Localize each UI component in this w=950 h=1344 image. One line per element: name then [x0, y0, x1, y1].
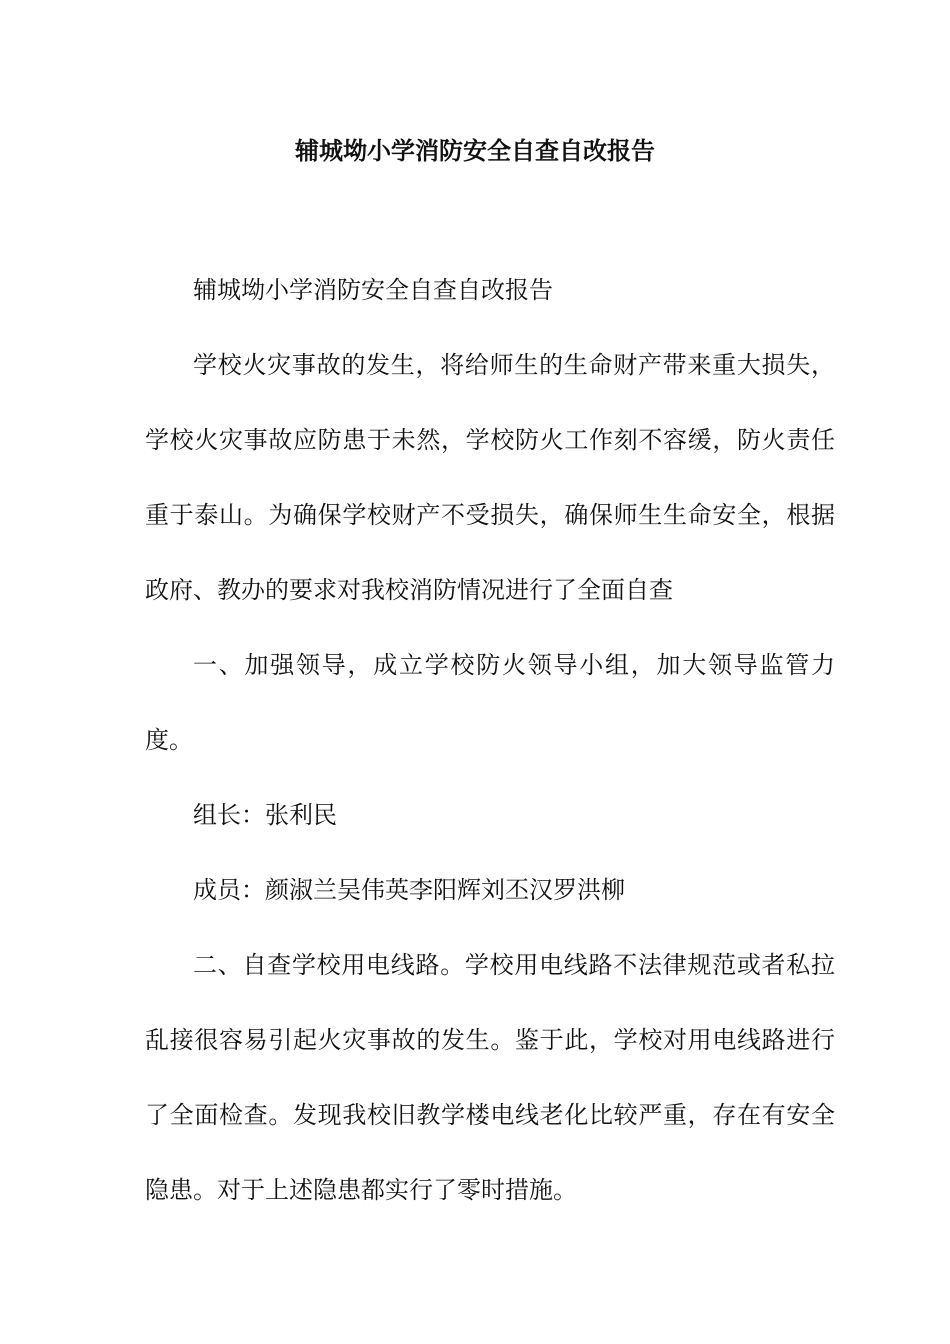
paragraph-subtitle: 辅城坳小学消防安全自查自改报告 [193, 276, 553, 304]
paragraph-members: 成员：颜淑兰吴伟英李阳辉刘丕汉罗洪柳 [193, 876, 625, 904]
paragraph-section-one: 一、加强领导，成立学校防火领导小组，加大领导监管力度。 [145, 651, 835, 754]
document-body [145, 253, 835, 1228]
paragraph-section-two: 二、自查学校用电线路。学校用电线路不法律规范或者私拉乱接很容易引起火灾事故的发生。鉴于此，学校对用电线路进行了全面检查。发现我校旧教学楼电线老化比较严重，存在有安全隐患。对于上述隐患都实行了零时措施。 [145, 951, 835, 1204]
paragraph-group-leader: 组长：张利民 [193, 801, 337, 829]
document-title: 辅城坳小学消防安全自查自改报告 [295, 136, 655, 165]
paragraph-intro: 学校火灾事故的发生，将给师生的生命财产带来重大损失，学校火灾事故应防患于未然，学校防火工作刻不容缓，防火责任重于泰山。为确保学校财产不受损失，确保师生生命安全，根据政府、教办的要求对我校消防情况进行了全面自查 [145, 351, 835, 604]
